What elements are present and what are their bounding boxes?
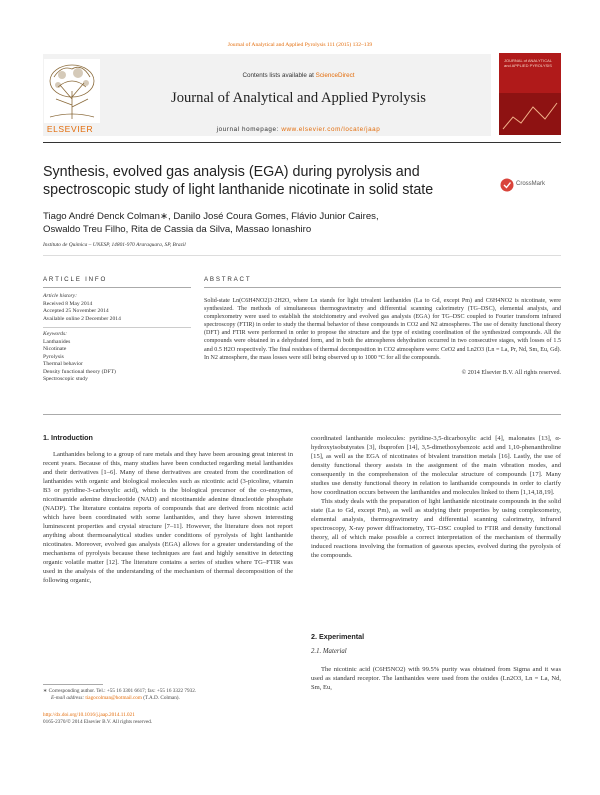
footnote-rule — [43, 684, 103, 685]
history-label: Article history: — [43, 293, 78, 299]
history-received: Received 8 May 2014 — [43, 300, 93, 307]
left-column — [43, 450, 293, 585]
crossmark-icon — [500, 178, 514, 192]
footnote-block — [43, 688, 293, 702]
abstract-rule — [204, 287, 561, 288]
elsevier-label: ELSEVIER — [46, 124, 94, 134]
corresponding-author-note: ∗ Corresponding author. Tel.: +55 16 3301 6617; fax: +55 16 3322 7932. — [43, 688, 197, 694]
email-link[interactable]: tiagocolman@hotmail.com — [85, 695, 142, 701]
subsection-material-heading: 2.1. Material — [311, 648, 347, 655]
email-suffix: (T.A.D. Colman). — [141, 695, 180, 701]
cover-graphic — [499, 93, 561, 135]
article-history — [43, 293, 193, 323]
abstract-copyright: © 2014 Elsevier B.V. All rights reserved. — [461, 370, 561, 376]
header-rule — [43, 142, 561, 143]
history-online: Available online 2 December 2014 — [43, 315, 121, 322]
email-line — [43, 695, 293, 702]
keyword: Spectroscopic study — [43, 376, 88, 382]
material-paragraph-block — [311, 665, 561, 692]
body-rule — [43, 414, 561, 415]
keyword: Lanthanides — [43, 338, 71, 345]
keywords-label: Keywords: — [43, 331, 68, 337]
keyword: Pyrolysis — [43, 353, 64, 360]
crossmark-badge[interactable] — [500, 178, 562, 192]
email-label: E-mail address: — [51, 695, 86, 701]
affiliation-rule — [43, 255, 561, 256]
right-paragraph-1: coordinated lanthanide molecules: pyridine-3,5-dicarboxylic acid [4], malonates [13], α-hydroxyisobutyrates [3], ibuprofen [14], 3,5-dimethoxybenzoic acid and 1,10-phenanthroline [15], as well as the EGA of nicotinates of bivalent transition metals [16]. Lastly, the use of density functional theory assists in the assignment of the main vibration modes, and consequently in the comprehension of the molecular structure of compounds [17]. Many studies use density functional theory in relation to lanthanide compounds in order to clarify how coordination occurs between the lanthanides and molecules linked to them [1,14,18,19]. — [311, 435, 561, 496]
section-introduction-heading: 1. Introduction — [43, 433, 93, 442]
material-paragraph: The nicotinic acid (C6H5NO2) with 99.5% purity was obtained from Sigma and it was used as standard receptor. The lanthanides were used from the oxides (Ln2O3, Ln = La, Nd, Sm, Eu, — [311, 666, 561, 691]
doi-block — [43, 712, 293, 726]
article-title: Synthesis, evolved gas analysis (EGA) during pyrolysis and spectroscopic study of light lanthanide nicotinate in solid state — [43, 164, 434, 198]
contents-line — [96, 72, 501, 79]
journal-title: Journal of Analytical and Applied Pyrolysis — [171, 90, 426, 106]
abstract-header: ABSTRACT — [204, 276, 252, 283]
article-info-rule — [43, 287, 191, 288]
article-info-header: ARTICLE INFO — [43, 276, 108, 283]
keywords-block — [43, 331, 193, 384]
sciencedirect-link[interactable]: ScienceDirect — [315, 72, 355, 79]
keyword: Thermal behavior — [43, 361, 83, 367]
authors-line-1[interactable]: Tiago André Denck Colman∗, Danilo José Coura Gomes, Flávio Junior Caires, — [43, 211, 379, 222]
homepage-link[interactable]: www.elsevier.com/locate/jaap — [281, 126, 381, 133]
history-accepted: Accepted 25 November 2014 — [43, 308, 109, 314]
section-experimental-heading: 2. Experimental — [311, 632, 365, 641]
affiliation: Instituto de Química – UNESP, 14801-970 Araraquara, SP, Brazil — [43, 242, 186, 248]
author-list — [43, 210, 513, 236]
journal-homepage — [96, 126, 501, 133]
journal-reference[interactable]: Journal of Analytical and Applied Pyrolysis 111 (2015) 132–139 — [227, 42, 373, 48]
cover-text: JOURNAL of ANALYTICAL and APPLIED PYROLYSIS — [504, 58, 552, 68]
keyword: Nicotinate — [43, 346, 67, 352]
crossmark-label: CrossMark — [516, 181, 546, 187]
abstract-text: Solid-state Ln(C6H4NO2)3·2H2O, where Ln stands for light trivalent lanthanides (La to Gd, except Pm) and C6H4NO2 is nicotinate, were synthesized. The methods of simultaneous thermogravimetry and differential scanning calorimetry (TG–DSC), elemental analysis, and complexometry were used to establish the stoichiometry and evolved gas analysis (EGA) for TG–DSC coupled to Fourier transform infrared spectroscopy (FTIR) in order to study the thermal behavior of these compounds in CO2 and N2 atmospheres. The use of density functional theory (DFT) and FTIR were performed in order to propose the structure and the type of existing coordination of the synthesized compounds. All the compounds were obtained in a dehydrated form, and in both the atmospheres dehydration occurred in two consecutive stages, with losses of 1.5 and 0.5 H2O respectively. The final residues of thermal decomposition in CO2 atmosphere were: CeO2 and Ln2O3 (Ln = La, Pr, Nd, Sm, Eu, Gd). In N2 atmosphere, the mass losses were still being observed up to 1000 °C for all the compounds. — [204, 298, 561, 361]
right-column — [311, 434, 561, 560]
introduction-paragraph: Lanthanides belong to a group of rare metals and they have been arousing great interest in recent years. Because of this, many studies have been conducted regarding metal lanthanides and their derivatives [1–6]. Many of these derivatives are created from the coordination of lanthanides with organic and biological molecules such as nicotinic acid (3-picoline, vitamin B3 or pyridine-3-carboxylic acid), which is the biological precursor of the co-enzymes, nicotinamide adenine dinucleotide (NAD) and nicotinamide adenine dinucleotide phosphate (NADP). The literature contains reports of compounds that are derived from nicotinic acid which have been coordinated with some lanthanides, and they have shown interesting luminescent properties and crystal structure [7–11]. However, the literature does not report anything about thermoanalytical studies under conditions of pyrolysis of light lanthanide nicotinates. Moreover, evolved gas analysis (EGA) allows for a greater understanding of the mechanisms of pyrolysis because these techniques are fast and highly sensitive in detecting organic volatile matter [12]. The literature contains a series of studies where TG–FTIR was used in the analysis of the understanding of the mechanism of thermal decomposition of the following organic, — [43, 451, 293, 584]
authors-line-2[interactable]: Oswaldo Treu Filho, Rita de Cassia da Silva, Massao Ionashiro — [43, 224, 312, 235]
homepage-prefix: journal homepage: — [216, 126, 282, 133]
contents-prefix: Contents lists available at — [242, 72, 316, 79]
journal-cover-thumbnail — [499, 53, 561, 135]
keyword: Density functional theory (DFT) — [43, 368, 116, 375]
issn-line: 0165-2370/© 2014 Elsevier B.V. All rights reserved. — [43, 719, 153, 725]
keywords-rule — [43, 327, 191, 328]
right-paragraph-2: This study deals with the preparation of light lanthanide nicotinate compounds in the solid state (La to Gd, except Pm), as well as studying their properties by using complexometry, elemental analysis, thermogravimetry and differential scanning calorimetry, infrared spectroscopy, X-ray power diffractometry, TG–DSC coupled to FTIR and density functional theory, all of which make possible a correct interpretation of the mechanism of thermally induced reactions involving the formation of gaseous species, evolved during the pyrolysis of the compounds. — [311, 498, 561, 559]
doi-link[interactable]: http://dx.doi.org/10.1016/j.jaap.2014.11.021 — [43, 712, 135, 718]
